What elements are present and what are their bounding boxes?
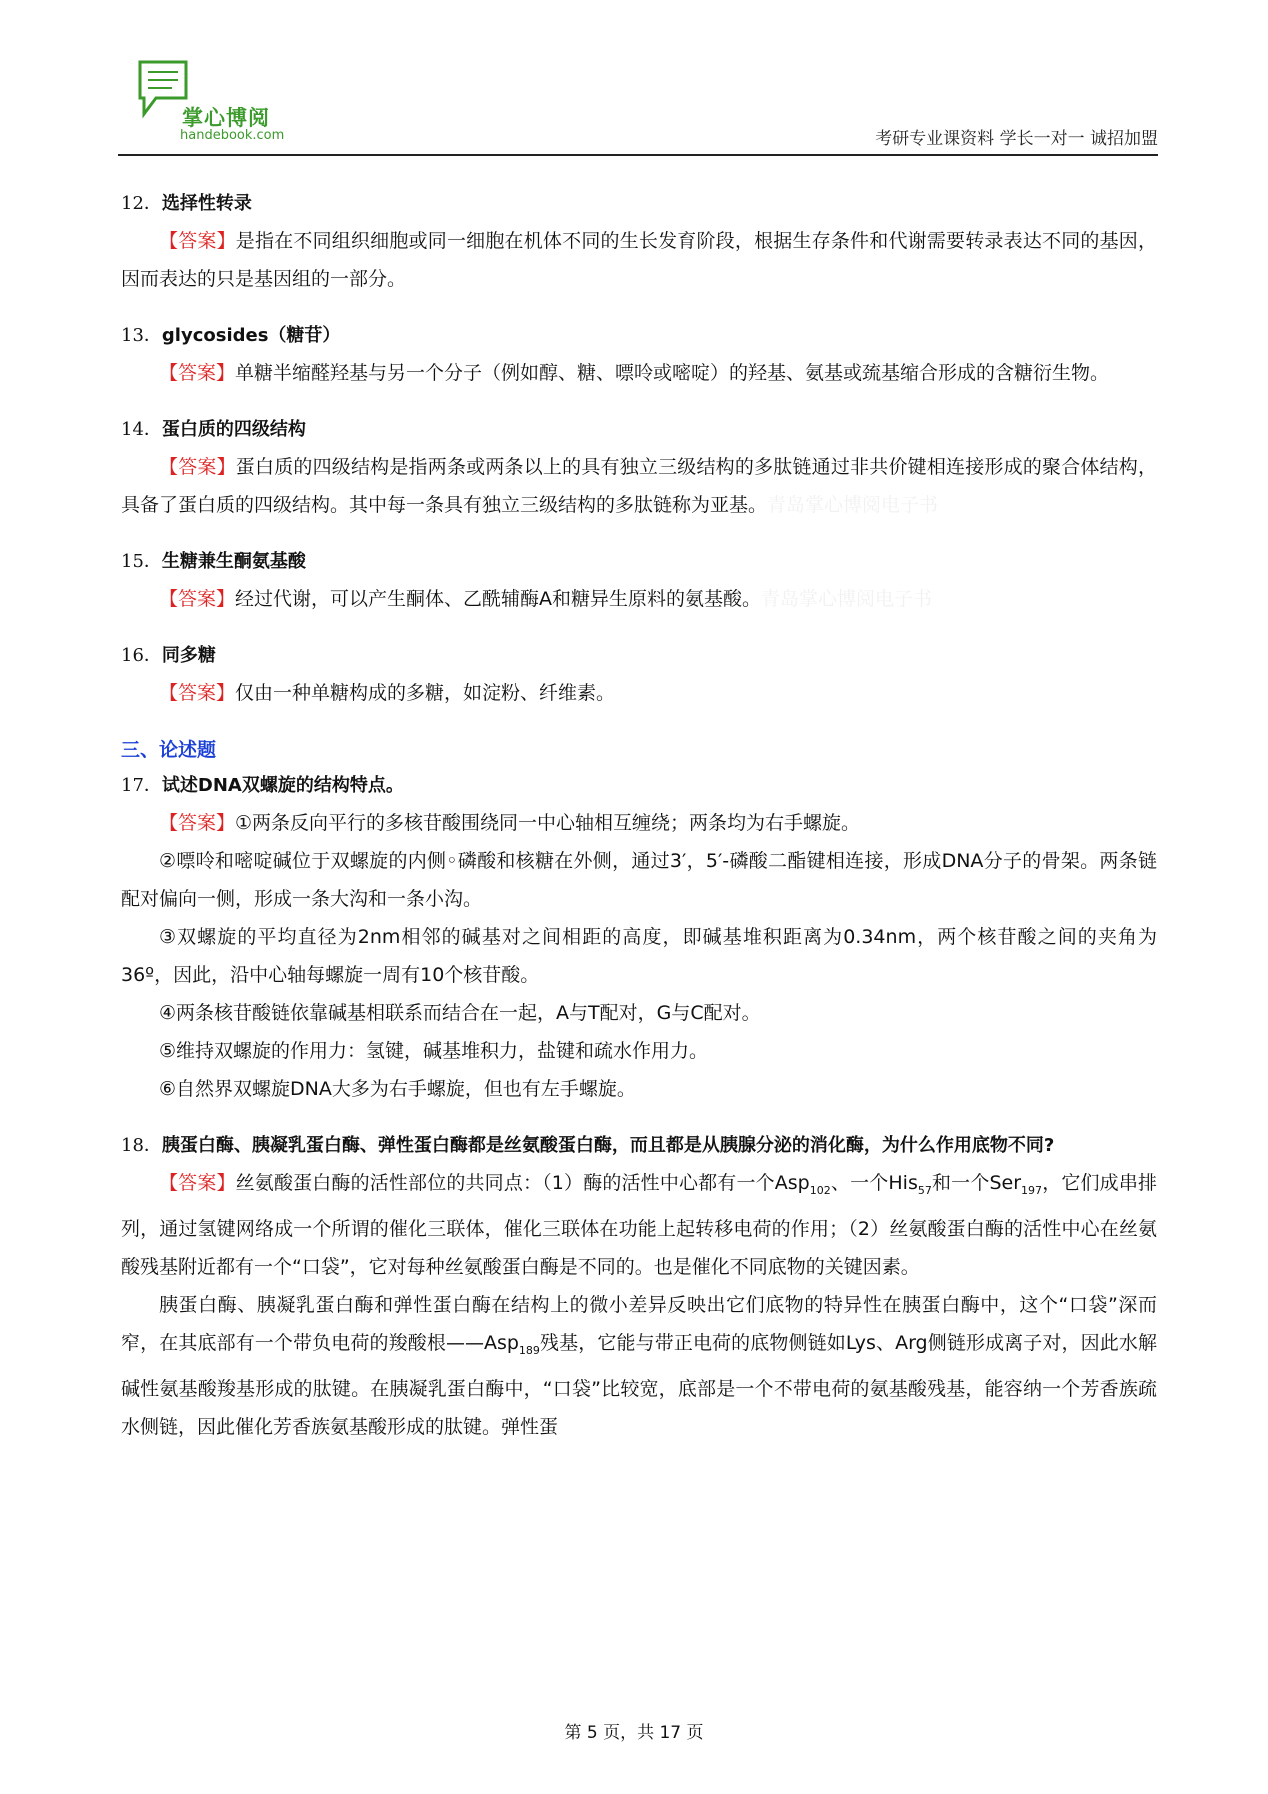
watermark: 青岛掌心博阅电子书 (761, 588, 933, 610)
answer-paragraph: ③双螺旋的平均直径为2nm相邻的碱基对之间相距的高度，即碱基堆积距离为0.34nm，两个核苷酸之间的夹角为36º，因此，沿中心轴每螺旋一周有10个核苷酸。 (121, 926, 1157, 986)
question-number: 17． (121, 775, 162, 796)
question-number: 18． (121, 1135, 162, 1156)
page-header (118, 58, 1158, 158)
answer-text: 是指在不同组织细胞或同一细胞在机体不同的生长发育阶段，根据生存条件和代谢需要转录表达不同的基因，因而表达的只是基因组的一部分。 (121, 230, 1157, 290)
question-18 (121, 1128, 1157, 1446)
watermark: 青岛掌心博阅电子书 (767, 494, 939, 516)
question-16 (121, 638, 1157, 712)
question-title: 生糖兼生酮氨基酸 (161, 551, 306, 572)
answer-tag: 【答案】 (159, 588, 236, 610)
answer-text: 仅由一种单糖构成的多糖，如淀粉、纤维素。 (235, 682, 616, 704)
logo (136, 58, 296, 148)
question-12 (121, 186, 1157, 298)
document-body (121, 186, 1157, 1466)
answer-paragraph (121, 1286, 1157, 1446)
logo-name: 掌心博阅 (182, 106, 270, 130)
answer-tag: 【答案】 (159, 812, 236, 834)
question-13 (121, 318, 1157, 392)
subscript: 189 (518, 1343, 540, 1357)
answer-tag: 【答案】 (159, 682, 236, 704)
answer-tag: 【答案】 (159, 230, 236, 252)
question-title: 胰蛋白酶、胰凝乳蛋白酶、弹性蛋白酶都是丝氨酸蛋白酶，而且都是从胰腺分泌的消化酶，为什么作用底物不同? (161, 1135, 1055, 1156)
question-title: 试述DNA双螺旋的结构特点。 (161, 775, 404, 796)
section-heading: 三、论述题 (121, 739, 217, 761)
subscript: 197 (1021, 1183, 1043, 1197)
answer-text: 、一个His (830, 1172, 918, 1194)
answer-text: 胰蛋白酶、胰凝乳蛋白酶和弹性蛋白酶在结构上的微小差异反映出它们底物的特异性在胰蛋白酶中，这个“口袋”深而窄，在其底部有一个带负电荷的羧酸根——Asp (121, 1293, 1157, 1354)
answer-paragraph: ④两条核苷酸链依靠碱基相联系而结合在一起，A与T配对，G与C配对。 (159, 1002, 761, 1024)
question-number: 13． (121, 325, 162, 346)
answer-text: 经过代谢，可以产生酮体、乙酰辅酶A和糖异生原料的氨基酸。 (235, 588, 762, 610)
page-footer: 第 5 页，共 17 页 (564, 1723, 704, 1743)
answer-tag: 【答案】 (159, 1172, 236, 1194)
answer-text: 丝氨酸蛋白酶的活性部位的共同点：（1）酶的活性中心都有一个Asp (235, 1172, 810, 1194)
answer-text: 单糖半缩醛羟基与另一个分子（例如醇、糖、嘌呤或嘧啶）的羟基、氨基或巯基缩合形成的含糖衍生物。 (235, 362, 1110, 384)
answer-tag: 【答案】 (159, 456, 236, 478)
answer-text: 残基，它能与带正电荷的底物侧链如Lys、Arg侧链形成离子对，因此水解碱性氨基酸羧基形成的肽键。在胰凝乳蛋白酶中，“口袋”比较宽，底部是一个不带电荷的氨基酸残基，能容纳一个芳香族疏水侧链，因此催化芳香族氨基酸形成的肽键。弹性蛋 (121, 1331, 1157, 1438)
question-number: 16． (121, 645, 162, 666)
answer-text: ①两条反向平行的多核苷酸围绕同一中心轴相互缠绕；两条均为右手螺旋。 (235, 812, 861, 834)
subscript: 102 (809, 1183, 831, 1197)
question-number: 15． (121, 551, 162, 572)
answer-paragraph: ⑤维持双螺旋的作用力：氢键，碱基堆积力，盐键和疏水作用力。 (159, 1040, 709, 1062)
answer-paragraph: ②嘌呤和嘧啶碱位于双螺旋的内侧◦磷酸和核糖在外侧，通过3′，5′-磷酸二酯键相连接，形成DNA分子的骨架。两条链配对偏向一侧，形成一条大沟和一条小沟。 (121, 850, 1157, 910)
header-divider (118, 154, 1158, 156)
answer-text: 和一个Ser (931, 1172, 1022, 1194)
question-number: 14． (121, 419, 162, 440)
question-number: 12． (121, 193, 162, 214)
question-title: 同多糖 (161, 645, 216, 666)
logo-url: handebook.com (180, 128, 285, 143)
question-title: 蛋白质的四级结构 (161, 419, 306, 440)
answer-text: 蛋白质的四级结构是指两条或两条以上的具有独立三级结构的多肽链通过非共价键相连接形成的聚合体结构，具备了蛋白质的四级结构。其中每一条具有独立三级结构的多肽链称为亚基。 (121, 456, 1157, 516)
answer-tag: 【答案】 (159, 362, 236, 384)
answer-text: ，它们成串排列，通过氢键网络成一个所谓的催化三联体，催化三联体在功能上起转移电荷的作用；（2）丝氨酸蛋白酶的活性中心在丝氨酸残基附近都有一个“口袋”，它对每种丝氨酸蛋白酶是不同的。也是催化不同底物的关键因素。 (121, 1172, 1157, 1278)
question-title: 选择性转录 (161, 193, 252, 214)
answer-paragraph: ⑥自然界双螺旋DNA大多为右手螺旋，但也有左手螺旋。 (159, 1078, 636, 1100)
question-14 (121, 412, 1157, 524)
header-tagline: 考研专业课资料 学长一对一 诚招加盟 (875, 129, 1158, 149)
question-title: glycosides（糖苷） (161, 325, 341, 346)
subscript: 57 (917, 1183, 932, 1197)
question-15 (121, 544, 1157, 618)
question-17 (121, 768, 1157, 1108)
